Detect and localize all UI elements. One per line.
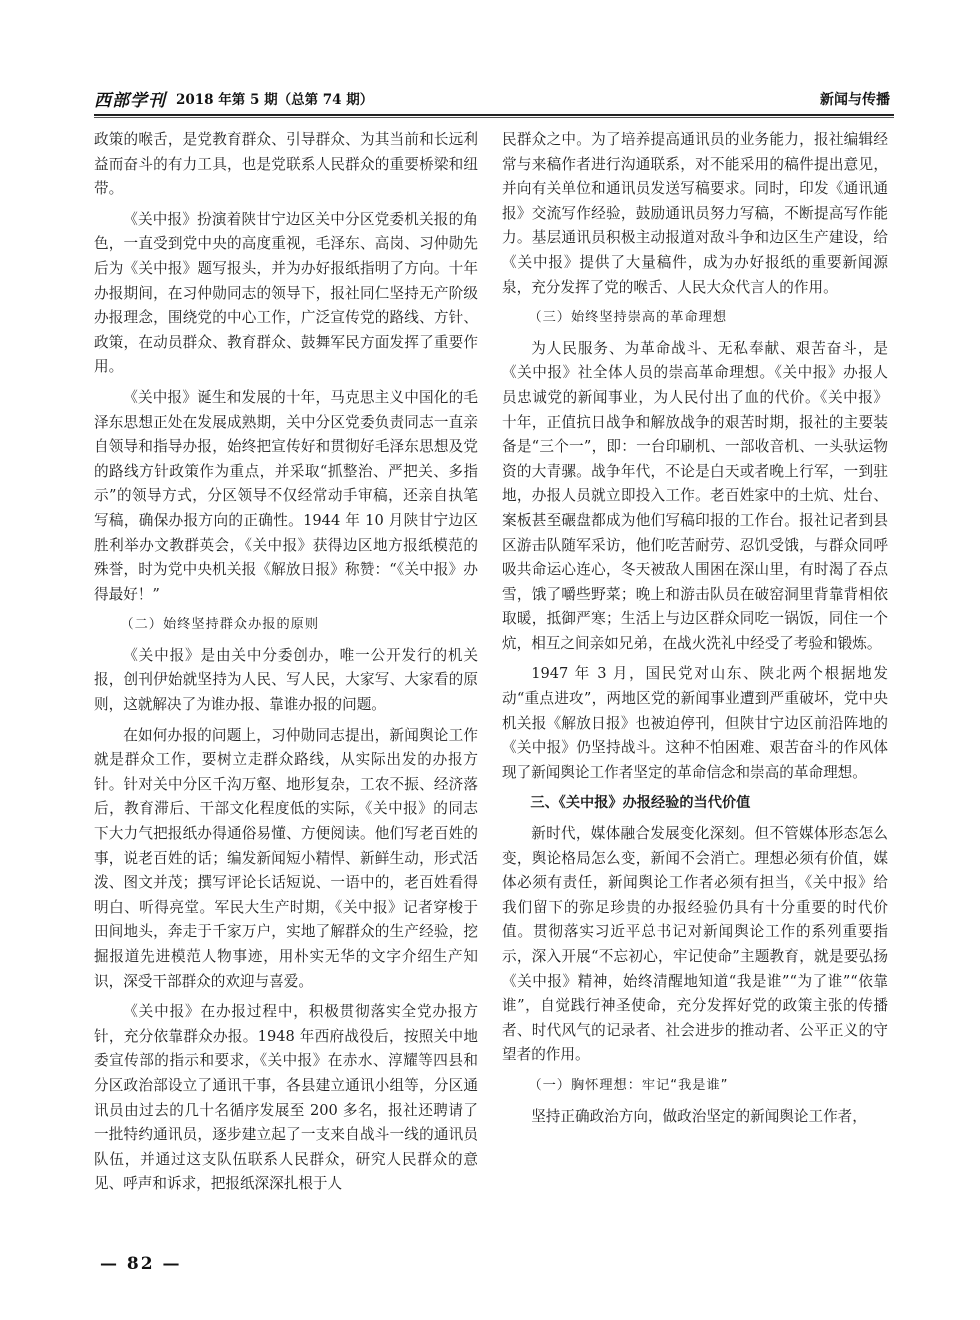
paragraph: 在如何办报的问题上，习仲勋同志提出，新闻舆论工作就是群众工作，要树立走群众路线，从实际出发的办报方针。针对关中分区千沟万壑、地形复杂，工农不振、经济落后，教育滞后、干部文化程度低的实际，《关中报》的同志下大力气把报纸办得通俗易懂、方便阅读。他们写老百姓的事，说老百姓的话；编发新闻短小精悍、新鲜生动，形式活泼、图文并茂；撰写评论长话短说、一语中的，老百姓看得明白、听得亮堂。军民大生产时期，《关中报》记者穿梭于田间地头，奔走于千家万户，实地了解群众的生产经验，挖掘报道先进模范人物事迹，用朴实无华的文字介绍生产知识，深受干部群众的欢迎与喜爱。 bbox=[94, 726, 478, 990]
right-column bbox=[502, 128, 888, 1248]
running-header bbox=[94, 84, 894, 112]
header-rule-thin bbox=[94, 117, 894, 118]
left-column bbox=[94, 128, 478, 1248]
subsection-heading: （三）始终坚持崇高的革命理想 bbox=[528, 310, 728, 326]
paragraph-continued: 民群众之中。为了培养提高通讯员的业务能力，报社编辑经常与来稿作者进行沟通联系，对不能采用的稿件提出意见，并向有关单位和通讯员发送写稿要求。同时，印发《通讯通报》交流写作经验，鼓励通讯员努力写稿，不断提高写作能力。基层通讯员积极主动报道对敌斗争和边区生产建设，给《关中报》提供了大量稿件，成为办好报纸的重要新闻源泉，充分发挥了党的喉舌、人民大众代言人的作用。 bbox=[502, 131, 888, 296]
subsection-heading: （二）始终坚持群众办报的原则 bbox=[120, 617, 320, 633]
section-name: 新闻与传播 bbox=[820, 92, 890, 108]
paragraph: 《关中报》在办报过程中，积极贯彻落实全党办报方针，充分依靠群众办报。1948 年西府战役后，按照关中地委宣传部的指示和要求，《关中报》在赤水、淳耀等四县和分区政治部设立了通讯干事，各县建立通讯小组等，分区通讯员由过去的几十名循序发展至 200 多名，报社还聘请了一批特约通讯员，逐步建立起了一支来自战斗一线的通讯员队伍，并通过这支队伍联系人民群众，研究人民群众的意见、呼声和诉求，把报纸深深扎根于人 bbox=[94, 1003, 478, 1193]
paragraph: 《关中报》扮演着陕甘宁边区关中分区党委机关报的角色，一直受到党中央的高度重视，毛泽东、高岗、习仲勋先后为《关中报》题写报头，并为办好报纸指明了方向。十年办报期间，在习仲勋同志的领导下，报社同仁坚持无产阶级办报理念，围绕党的中心工作，广泛宣传党的路线、方针、政策，在动员群众、教育群众、鼓舞军民方面发挥了重要作用。 bbox=[94, 210, 478, 376]
journal-logo: 西部学刊 bbox=[94, 91, 166, 111]
paragraph-continued: 政策的喉舌，是党教育群众、引导群众、为其当前和长远利益而奋斗的有力工具，也是党联系人民群众的重要桥梁和纽带。 bbox=[94, 131, 478, 198]
section-heading: 三、《关中报》办报经验的当代价值 bbox=[530, 795, 751, 812]
paragraph: 《关中报》是由关中分委创办，唯一公开发行的机关报，创刊伊始就坚持为人民、写人民，大家写、大家看的原则，这就解决了为谁办报、靠谁办报的问题。 bbox=[94, 646, 478, 714]
page-number: — 82 — bbox=[100, 1254, 182, 1274]
paragraph: 1947 年 3 月，国民党对山东、陕北两个根据地发动“重点进攻”，两地区党的新闻事业遭到严重破坏，党中央机关报《解放日报》也被迫停刊，但陕甘宁边区前沿阵地的《关中报》仍坚持战斗。这种不怕困难、艰苦奋斗的作风体现了新闻舆论工作者坚定的革命信念和崇高的革命理想。 bbox=[502, 665, 888, 781]
header-rule bbox=[94, 114, 894, 116]
paragraph: 《关中报》诞生和发展的十年，马克思主义中国化的毛泽东思想正处在发展成熟期，关中分区党委负责同志一直亲自领导和指导办报，始终把宣传好和贯彻好毛泽东思想及党的路线方针政策作为重点，并采取“抓整治、严把关、多指示”的领导方式，分区领导不仅经常动手审稿，还亲自执笔写稿，确保办报方向的正确性。1944 年 10 月陕甘宁边区胜利举办文教群英会，《关中报》获得边区地方报纸模范的殊誉，时为党中央机关报《解放日报》称赞：“《关中报》办得最好！” bbox=[94, 388, 478, 603]
paragraph: 坚持正确政治方向，做政治坚定的新闻舆论工作者， bbox=[531, 1107, 867, 1125]
paragraph: 新时代，媒体融合发展变化深刻。但不管媒体形态怎么变，舆论格局怎么变，新闻不会消亡。理想必须有价值，媒体必须有责任，新闻舆论工作者必须有担当，《关中报》给我们留下的弥足珍贵的办报经验仍具有十分重要的时代价值。贯彻落实习近平总书记对新闻舆论工作的系列重要指示，深入开展“不忘初心，牢记使命”主题教育，就是要弘扬《关中报》精神，始终清醒地知道“我是谁”“为了谁”“依靠谁”，自觉践行神圣使命，充分发挥好党的政策主张的传播者、时代风气的记录者、社会进步的推动者、公平正义的守望者的作用。 bbox=[502, 825, 888, 1064]
paragraph: 为人民服务、为革命战斗、无私奉献、艰苦奋斗，是《关中报》社全体人员的崇高革命理想。《关中报》办报人员忠诚党的新闻事业，为人民付出了血的代价。《关中报》十年，正值抗日战争和解放战争的艰苦时期，报社的主要装备是“三个一”，即：一台印刷机、一部收音机、一头驮运物资的大青骡。战争年代，不论是白天或者晚上行军，一到驻地，办报人员就立即投入工作。老百姓家中的土炕、灶台、案板甚至碾盘都成为他们写稿印报的工作台。报社记者到县区游击队随军采访，他们吃苦耐劳、忍饥受饿，与群众同呼吸共命运心连心，冬天被敌人围困在深山里，有时渴了吞点雪，饿了嚼些野菜；晚上和游击队员在破窑洞里背靠背相依取暖，抵御严寒；生活上与边区群众同吃一锅饭，同住一个炕，相互之间亲如兄弟，在战火洗礼中经受了考验和锻炼。 bbox=[502, 339, 888, 652]
issue-info: 2018 年第 5 期（总第 74 期） bbox=[176, 92, 374, 108]
subsection-heading: （一）胸怀理想：牢记“我是谁” bbox=[528, 1077, 729, 1093]
